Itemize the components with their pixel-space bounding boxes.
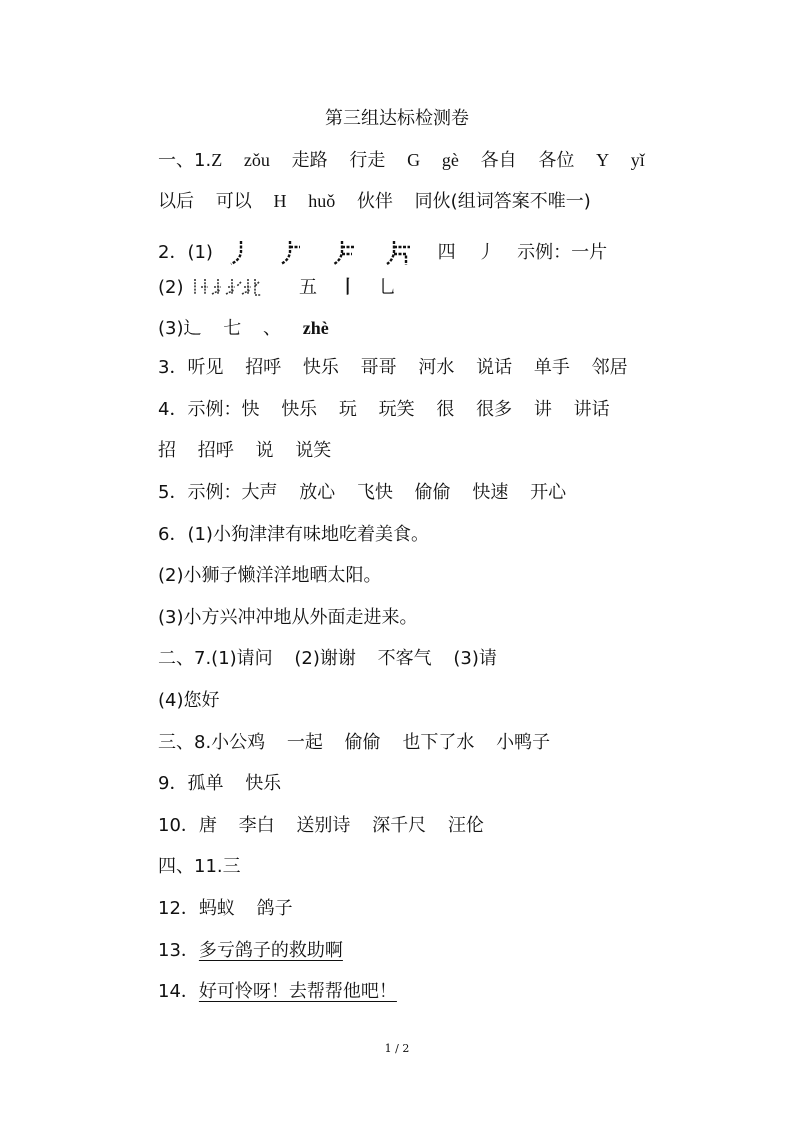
stroke-name: 乚	[378, 277, 397, 298]
sentence: (3)小方兴冲冲地从外面走进来。	[158, 607, 418, 628]
answer-line-10	[158, 523, 429, 547]
word: (2)谢谢	[294, 648, 356, 669]
stroke-count: 七	[223, 318, 242, 339]
word: (3)请	[453, 648, 497, 669]
letter: H	[273, 191, 287, 211]
word: 放心	[299, 482, 336, 503]
word: 各位	[538, 150, 575, 171]
stroke-count: 五	[298, 277, 317, 298]
item-label: (2)	[158, 277, 184, 298]
word: 招呼	[245, 357, 282, 378]
word: 说笑	[295, 440, 332, 461]
answer-line-18	[158, 855, 241, 879]
word: 招	[158, 440, 176, 461]
word: 同伙(组词答案不唯一)	[414, 191, 591, 212]
word: 偷偷	[344, 732, 381, 753]
example-word: 示例：一片	[517, 242, 608, 263]
word: 深千尺	[372, 815, 427, 836]
stroke-sequence-bei-icon	[191, 276, 277, 298]
item-label: 13．	[158, 940, 199, 961]
underlined-sentence: 多亏鸽子的救助啊	[198, 940, 343, 961]
word: 快乐	[281, 399, 318, 420]
item-label: 一、1.	[158, 150, 212, 171]
item-label: 14．	[158, 981, 199, 1002]
answer-line-15	[158, 731, 550, 755]
word: 单手	[533, 357, 570, 378]
word: 说话	[476, 357, 513, 378]
word: 快速	[472, 482, 509, 503]
word: 很	[436, 399, 455, 420]
word: 小鸭子	[496, 732, 551, 753]
stroke-name: 、	[262, 318, 281, 339]
word: 飞快	[356, 482, 393, 503]
word: 送别诗	[296, 815, 351, 836]
word: 3．听见	[158, 357, 224, 378]
page-number: 1 / 2	[384, 1042, 410, 1055]
page-title: 第三组达标检测卷	[325, 108, 469, 129]
answer-line-16	[158, 772, 281, 796]
answer-line-20	[158, 939, 343, 963]
word: 玩笑	[378, 399, 415, 420]
word: 不客气	[377, 648, 432, 669]
pinyin: huǒ	[308, 191, 336, 211]
sentence: 6．(1)小狗津津有味地吃着美食。	[158, 524, 429, 545]
word: 李白	[238, 815, 275, 836]
word: 说	[255, 440, 274, 461]
answer-line-19	[158, 897, 293, 921]
word: 走路	[291, 150, 328, 171]
answer-line-9	[158, 481, 566, 505]
pinyin: gè	[441, 150, 459, 170]
word: 12．蚂蚁	[158, 898, 235, 919]
pinyin: zhè	[302, 318, 329, 338]
word: 5．示例：大声	[158, 482, 278, 503]
answer-line-8	[158, 439, 331, 463]
word: 讲	[533, 399, 552, 420]
word: 偷偷	[414, 482, 451, 503]
word: 玩	[338, 399, 357, 420]
answer-line-21	[158, 980, 397, 1004]
word: 开心	[530, 482, 567, 503]
word: 行走	[349, 150, 386, 171]
answer-line-2	[158, 189, 591, 214]
stroke-name: 丿	[477, 242, 496, 263]
word: 9．孤单	[158, 773, 224, 794]
answer-line-12	[158, 606, 418, 630]
word: 一起	[286, 732, 323, 753]
pinyin: yǐ	[630, 150, 645, 170]
answer-line-5	[158, 316, 329, 341]
word: 河水	[418, 357, 455, 378]
word: 10．唐	[158, 815, 217, 836]
answer-line-17	[158, 814, 484, 838]
answer-line-14	[158, 689, 220, 713]
stroke-order-3-icon	[330, 238, 362, 266]
stroke-order-2-icon	[276, 238, 308, 266]
word: 招呼	[197, 440, 234, 461]
stroke-order-1-icon	[223, 238, 255, 266]
stroke-order-4-icon	[384, 238, 416, 266]
word: 快乐	[302, 357, 339, 378]
letter: Y	[596, 150, 610, 170]
answer-line-6	[158, 356, 628, 380]
letter: G	[407, 150, 421, 170]
word: 讲话	[573, 399, 610, 420]
word: 邻居	[591, 357, 628, 378]
letter: Z	[211, 150, 223, 170]
word: 哥哥	[360, 357, 397, 378]
word: (4)您好	[158, 690, 220, 711]
pinyin: zǒu	[243, 150, 270, 170]
item-label: 2．(1)	[158, 242, 213, 263]
word: 伙伴	[356, 191, 393, 212]
word: 可以	[215, 191, 252, 212]
item-label: (3)辶	[158, 318, 202, 339]
word: 二、7.(1)请问	[158, 648, 273, 669]
answer-line-13	[158, 647, 497, 671]
word: 鸽子	[256, 898, 293, 919]
word: 各自	[480, 150, 517, 171]
sentence: (2)小狮子懒洋洋地晒太阳。	[158, 565, 382, 586]
stroke-count: 四	[437, 242, 456, 263]
word: 四、11.三	[158, 856, 241, 877]
underlined-sentence: 好可怜呀！去帮帮他吧！	[198, 981, 397, 1002]
word: 快乐	[245, 773, 282, 794]
answer-line-3	[158, 238, 607, 266]
word: 汪伦	[447, 815, 484, 836]
word: 很多	[476, 399, 513, 420]
answer-line-4	[158, 276, 396, 300]
word: 三、8.小公鸡	[158, 732, 266, 753]
word: 以后	[158, 191, 194, 212]
word: 4．示例：快	[158, 399, 260, 420]
answer-line-11	[158, 564, 382, 588]
stroke-name-shu-icon: 丨	[338, 277, 357, 298]
answer-line-1	[158, 148, 645, 173]
answer-line-7	[158, 398, 610, 422]
word: 也下了水	[402, 732, 475, 753]
